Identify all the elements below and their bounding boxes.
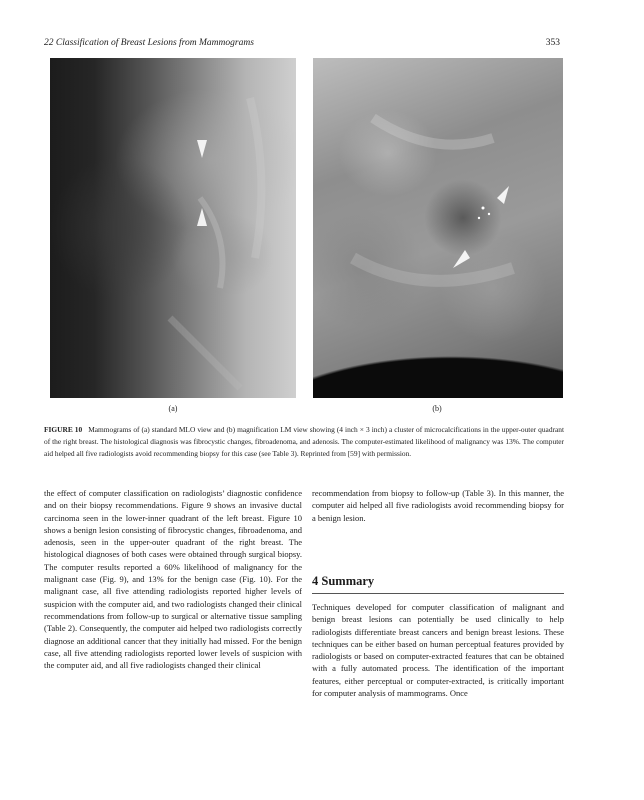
figure-number: FIGURE 10 <box>44 425 83 434</box>
body-column-left <box>44 487 302 671</box>
paragraph: Techniques developed for computer classification of malignant and benign breast lesions can potentially be used clinically to help radiologists differentiate breast cancers and benign breast lesions. These techniques can be either based on human perceptual features provided by radiologists or based on computer-extracted features that can be obtained with a fully automated process. The identification of the important features, either perceptual or computer-extracted, is critically important for computer analysis of mammograms. Once <box>312 602 564 699</box>
body-column-right <box>312 487 564 524</box>
mammogram-b-overlay <box>313 58 563 398</box>
paragraph: recommendation from biopsy to follow-up (Table 3). In this manner, the computer aid helped all five radiologists avoid recommending biopsy for a benign lesion. <box>312 488 564 523</box>
mammogram-a-overlay <box>50 58 296 398</box>
caption-text: Mammograms of (a) standard MLO view and (b) magnification LM view showing (4 inch × 3 inch) a cluster of microcalcifications in the upper-outer quadrant of the right breast. The histological diagnosis was fibrocystic changes, fibroadenoma, and adenosis. The computer-estimated likelihood of malignancy was 13%. The computer aid helped all five radiologists avoid recommending biopsy for this case (see Table 3). Reprinted from [59] with permission. <box>44 425 564 458</box>
panel-b-label: (b) <box>432 404 442 413</box>
section-heading: 4 Summary <box>312 574 564 594</box>
arrow-marker-icon <box>453 250 470 268</box>
running-header <box>44 38 560 52</box>
mammogram-image-a <box>50 58 296 398</box>
panel-a-label: (a) <box>168 404 178 413</box>
chapter-title: 22 Classification of Breast Lesions from Mammograms <box>44 38 254 48</box>
paragraph: the effect of computer classification on radiologists’ diagnostic confidence and on their biopsy recommendations. Figure 9 shows an invasive ductal carcinoma seen in the lower-inner quadrant of the left breast. Figure 10 shows a benign lesion consisting of fibrocystic changes, fibroadenoma, and adenosis, seen in the upper-outer quadrant of the right breast. The histological diagnoses of both cases were obtained through surgical biopsy. The computer results reported a 60% likelihood of malignancy for the malignant case (Fig. 9), and 13% for the benign case (Fig. 10). For the malignant case, all five attending radiologists reported higher levels of suspicion with the computer aid, and two radiologists changed their clinical recommendations from follow-up to surgical or alternative tissue sampling (Table 2). Consequently, the computer aid helped two radiologists correctly diagnose an additional cancer that they initially had missed. For the benign case, all five attending radiologists reported lower levels of suspicion with the computer aid, and all five radiologists changed their clinical <box>44 488 302 671</box>
arrow-marker-icon <box>197 140 207 158</box>
figure-caption <box>44 424 564 460</box>
arrow-marker-icon <box>497 186 509 204</box>
mammogram-image-b <box>313 58 563 398</box>
page-number: 353 <box>545 38 560 48</box>
section-body <box>312 601 564 699</box>
